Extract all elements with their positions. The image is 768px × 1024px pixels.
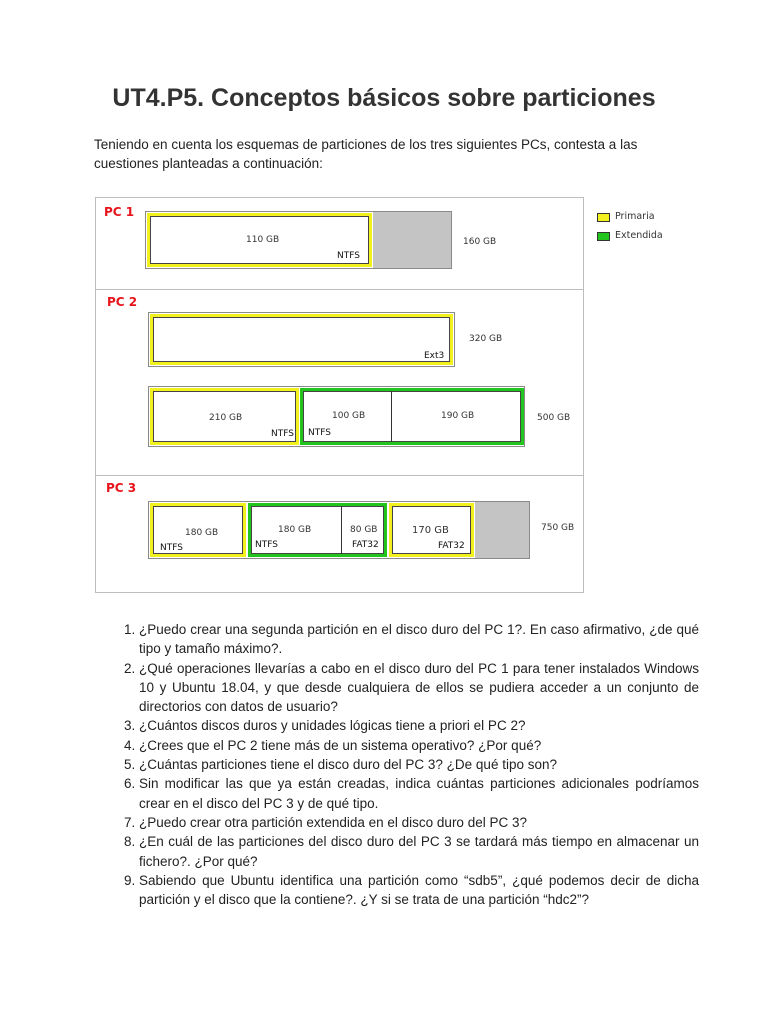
pc2-logical1-fs: NTFS [308, 428, 331, 438]
pc3-p3-size: 170 GB [412, 525, 449, 536]
pc3-p3-fs: FAT32 [438, 541, 465, 551]
pc2-section [96, 290, 583, 476]
pc1-disk-total: 160 GB [463, 237, 497, 247]
pc3-label: PC 3 [106, 481, 137, 495]
question-item: 6. Sin modificar las que ya están creadas, indica cuántas particiones adicionales podríamos crear en el disco del PC 3 y de qué tipo. [139, 774, 699, 813]
pc2-disk2-total: 500 GB [537, 413, 571, 423]
pc2-disk2-extended-partition [300, 388, 524, 445]
question-item: 9. Sabiendo que Ubuntu identifica una partición como “sdb5”, ¿qué podemos decir de dicha partición y el disco que la contiene?. ¿Y si se trata de una partición “hdc2”? [139, 871, 699, 910]
pc2-disk2-p1-size: 210 GB [209, 413, 243, 423]
pc2-disk2-primary-partition [150, 388, 299, 445]
page-title: UT4.P5. Conceptos básicos sobre particiones [112, 84, 656, 112]
pc3-extended-partition [248, 503, 387, 557]
pc1-partition-fs: NTFS [337, 251, 360, 261]
question-item: 4. ¿Crees que el PC 2 tiene más de un sistema operativo? ¿Por qué? [139, 736, 699, 755]
pc2-disk2-p1-fs: NTFS [271, 429, 294, 439]
pc2-logical1-size: 100 GB [332, 411, 366, 421]
partition-diagram [95, 197, 663, 593]
pc2-logical-drive-1 [303, 391, 392, 442]
pc1-free-space [373, 212, 451, 268]
pc2-disk-2 [148, 386, 525, 447]
pc2-disk1-partition-fs: Ext3 [424, 351, 445, 361]
pc3-p1-fs: NTFS [160, 543, 183, 553]
legend-label-primaria: Primaria [615, 211, 655, 222]
question-item: 7. ¿Puedo crear otra partición extendida en el disco duro del PC 3? [139, 813, 699, 832]
pc3-section [96, 476, 583, 593]
pc3-logical2-size: 80 GB [350, 525, 378, 535]
pc1-label: PC 1 [104, 205, 135, 219]
question-item: 1. ¿Puedo crear una segunda partición en el disco duro del PC 1?. En caso afirmativo, ¿de qué tipo y tamaño máximo?. [139, 620, 699, 659]
legend-label-extendida: Extendida [615, 230, 663, 241]
pc2-disk-1 [148, 312, 455, 367]
pc1-partition-size: 110 GB [246, 235, 280, 245]
question-item: 2. ¿Qué operaciones llevarías a cabo en el disco duro del PC 1 para tener instalados Windows 10 y Ubuntu 18.04, y que desde cualquiera de ellos se pudiera acceder a un conjunto de directorios con datos de usuario? [139, 659, 699, 717]
pc3-primary-partition-1 [150, 503, 246, 557]
pc3-logical1-fs: NTFS [255, 540, 278, 550]
pc3-logical1-size: 180 GB [278, 525, 312, 535]
pc3-logical-drive-2 [342, 506, 386, 554]
question-item: 8. ¿En cuál de las particiones del disco duro del PC 3 se tardará más tiempo en almacenar un fichero?. ¿Por qué? [139, 832, 699, 871]
pc3-logical-drive-1 [251, 506, 342, 554]
pc3-logical2-fs: FAT32 [352, 540, 379, 550]
pc1-primary-partition [147, 213, 372, 267]
pc2-logical2-size: 190 GB [441, 411, 475, 421]
pc1-disk [145, 211, 452, 269]
question-item: 3. ¿Cuántos discos duros y unidades lógicas tiene a priori el PC 2? [139, 716, 699, 735]
legend-swatch-extendida [597, 232, 610, 241]
pc3-disk [148, 501, 530, 559]
pc2-label: PC 2 [107, 295, 138, 309]
pc1-section [96, 198, 583, 290]
legend-swatch-primaria [597, 213, 610, 222]
intro-paragraph: Teniendo en cuenta los esquemas de particiones de los tres siguientes PCs, contesta a las cuestiones planteadas a continuación: [94, 137, 638, 171]
questions-list [115, 620, 699, 909]
pc3-p1-size: 180 GB [185, 528, 219, 538]
pc3-primary-partition-2 [389, 503, 474, 557]
pc2-disk1-primary-partition [150, 314, 453, 365]
pc2-disk1-total: 320 GB [469, 334, 503, 344]
pc3-free-space [475, 502, 529, 558]
pc3-disk-total: 750 GB [541, 523, 575, 533]
pc2-logical-drive-2 [392, 391, 523, 442]
question-item: 5. ¿Cuántas particiones tiene el disco duro del PC 3? ¿De qué tipo son? [139, 755, 699, 774]
